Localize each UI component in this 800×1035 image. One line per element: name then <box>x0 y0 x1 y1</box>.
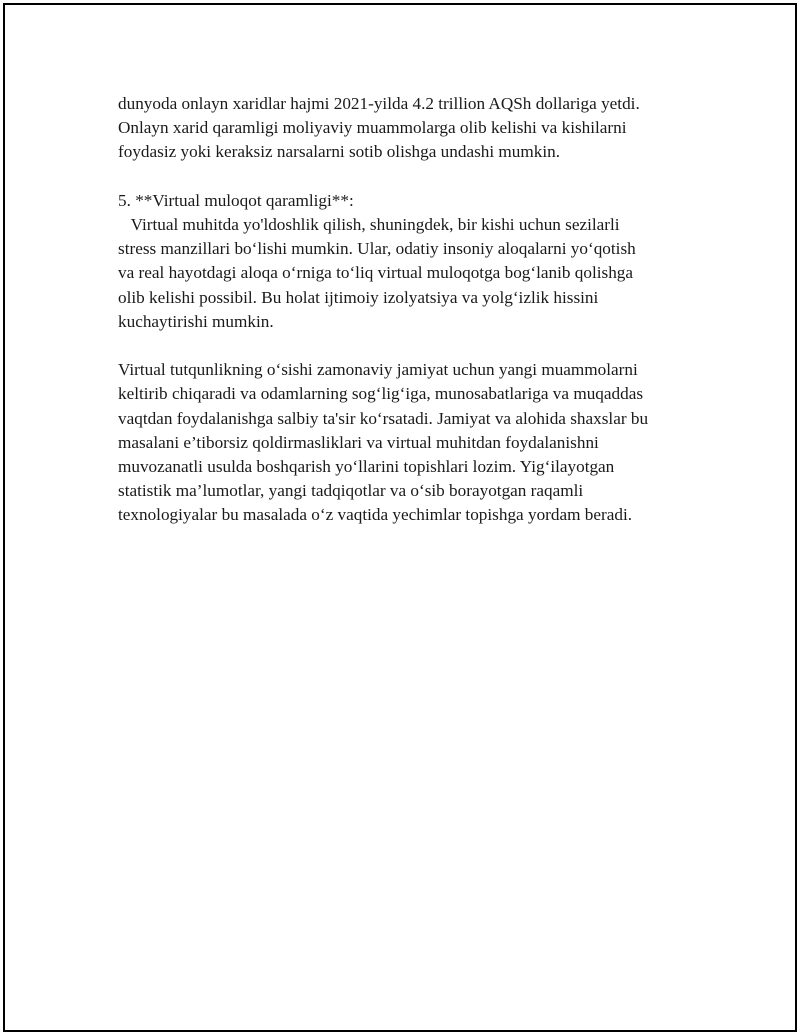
paragraph-conclusion <box>118 358 698 527</box>
text-line: olib kelishi possibil. Bu holat ijtimoiy izolyatsiya va yolg‘izlik hissini <box>118 287 599 307</box>
text-line: masalani e’tiborsiz qoldirmasliklari va virtual muhitdan foydalanishni <box>118 432 599 452</box>
text-line: kuchaytirishi mumkin. <box>118 311 274 331</box>
text-line: Onlayn xarid qaramligi moliyaviy muammolarga olib kelishi va kishilarni <box>118 118 627 138</box>
document-body <box>118 92 698 528</box>
text-line: keltirib chiqaradi va odamlarning sog‘lig‘iga, munosabatlariga va muqaddas <box>118 384 644 404</box>
paragraph-spacer <box>118 334 698 358</box>
text-line: dunyoda onlayn xaridlar hajmi 2021-yilda 4.2 trillion AQSh dollariga yetdi. <box>118 94 640 113</box>
paragraph-spacer <box>118 165 698 189</box>
text-line: va real hayotdagi aloqa o‘rniga to‘liq virtual muloqotga bog‘lanib qolishga <box>118 263 634 283</box>
text-line: vaqtdan foydalanishga salbiy ta'sir ko‘rsatadi. Jamiyat va alohida shaxslar bu <box>118 408 649 428</box>
text-line: Virtual muhitda yo'ldoshlik qilish, shuningdek, bir kishi uchun sezilarli <box>118 215 620 234</box>
paragraph-virtual-communication <box>118 189 698 334</box>
text-line: statistik ma’lumotlar, yangi tadqiqotlar va o‘sib borayotgan raqamli <box>118 481 584 501</box>
text-line: Virtual tutqunlikning o‘sishi zamonaviy jamiyat uchun yangi muammolarni <box>118 360 638 380</box>
text-line: muvozanatli usulda boshqarish yo‘llarini topishlari lozim. Yig‘ilayotgan <box>118 457 615 477</box>
paragraph-online-shopping <box>118 92 698 165</box>
text-line: texnologiyalar bu masalada o‘z vaqtida yechimlar topishga yordam beradi. <box>118 505 633 525</box>
section-heading: 5. **Virtual muloqot qaramligi**: <box>118 190 354 210</box>
text-line: foydasiz yoki keraksiz narsalarni sotib olishga undashi mumkin. <box>118 142 561 162</box>
text-line: stress manzillari bo‘lishi mumkin. Ular, odatiy insoniy aloqalarni yo‘qotish <box>118 239 636 259</box>
